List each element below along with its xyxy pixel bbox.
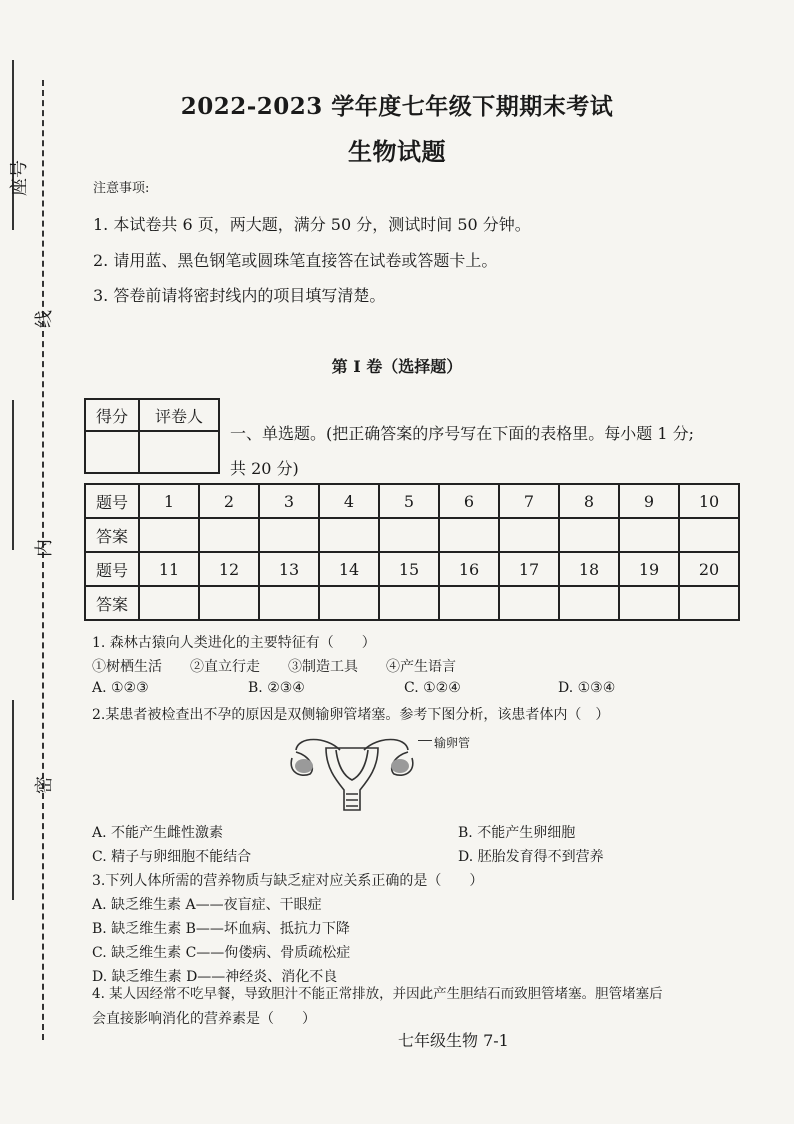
question-4-stem-cont: 会直接影响消化的营养素是（ ）	[92, 1011, 316, 1027]
answer-cell[interactable]	[439, 586, 499, 620]
question-1-items: ①树栖生活 ②直立行走 ③制造工具 ④产生语言	[92, 659, 456, 675]
q-number: 19	[619, 552, 679, 586]
q-number: 3	[259, 484, 319, 518]
q2-option-d: D. 胚胎发育得不到营养	[458, 849, 604, 865]
answer-cell[interactable]	[559, 586, 619, 620]
q-number: 1	[139, 484, 199, 518]
answer-cell[interactable]	[379, 586, 439, 620]
part-title: 第 Ⅰ 卷（选择题）	[331, 357, 463, 376]
score-table	[84, 398, 220, 474]
answer-cell[interactable]	[259, 586, 319, 620]
q3-option-b: B. 缺乏维生素 B——坏血病、抵抗力下降	[92, 921, 350, 937]
answer-cell[interactable]	[499, 518, 559, 552]
q-number: 11	[139, 552, 199, 586]
page-footer: 七年级生物 7-1	[398, 1031, 509, 1050]
seat-label: 座号	[9, 160, 30, 196]
q2-option-b: B. 不能产生卵细胞	[458, 825, 576, 841]
binding-dashed-line	[42, 80, 44, 1040]
answer-cell[interactable]	[679, 518, 739, 552]
q-number: 7	[499, 484, 559, 518]
score-label: 得分	[85, 399, 139, 431]
binding-solid-line	[12, 400, 14, 550]
q-number: 14	[319, 552, 379, 586]
answer-cell[interactable]	[259, 518, 319, 552]
figure-label-oviduct: 输卵管	[434, 736, 471, 750]
q-number: 2	[199, 484, 259, 518]
answer-cell[interactable]	[679, 586, 739, 620]
a-label: 答案	[85, 518, 139, 552]
exam-subtitle: 生物试题	[348, 137, 446, 166]
question-1-stem: 1. 森林古猿向人类进化的主要特征有（ ）	[92, 635, 376, 651]
q-number: 12	[199, 552, 259, 586]
q1-option-a: A. ①②③	[92, 680, 149, 696]
q2-option-a: A. 不能产生雌性激素	[92, 825, 224, 841]
q-number: 18	[559, 552, 619, 586]
answer-cell[interactable]	[619, 518, 679, 552]
question-number-row	[85, 552, 739, 586]
q1-option-c: C. ①②④	[404, 680, 461, 696]
binding-line-char: 线	[34, 310, 55, 328]
binding-solid-line	[12, 700, 14, 900]
answer-cell[interactable]	[319, 586, 379, 620]
answer-row	[85, 518, 739, 552]
binding-inner-char: 内	[34, 539, 55, 557]
question-number-row	[85, 484, 739, 518]
q-number: 15	[379, 552, 439, 586]
question-4-stem: 4. 某人因经常不吃早餐，导致胆汁不能正常排放，并因此产生胆结石而致胆管堵塞。胆管堵塞后	[92, 986, 663, 1002]
q-number: 9	[619, 484, 679, 518]
answer-cell[interactable]	[139, 586, 199, 620]
notice-item: 1. 本试卷共 6 页，两大题，满分 50 分，测试时间 50 分钟。	[93, 215, 531, 234]
binding-seal-char: 密	[34, 776, 55, 794]
grader-cell[interactable]	[139, 431, 219, 473]
answer-cell[interactable]	[619, 586, 679, 620]
q-number: 6	[439, 484, 499, 518]
q-number: 13	[259, 552, 319, 586]
q-number: 4	[319, 484, 379, 518]
notice-item: 3. 答卷前请将密封线内的项目填写清楚。	[93, 286, 386, 305]
answer-row	[85, 586, 739, 620]
answer-cell[interactable]	[559, 518, 619, 552]
section-heading: 一、单选题。(把正确答案的序号写在下面的表格里。每小题 1 分;	[230, 424, 694, 443]
answer-cell[interactable]	[499, 586, 559, 620]
answer-cell[interactable]	[379, 518, 439, 552]
answer-cell[interactable]	[439, 518, 499, 552]
q-label: 题号	[85, 552, 139, 586]
exam-title: 2022-2023 学年度七年级下期期末考试	[180, 93, 614, 120]
answer-cell[interactable]	[199, 518, 259, 552]
q1-option-b: B. ②③④	[248, 680, 305, 696]
answer-cell[interactable]	[319, 518, 379, 552]
uterus-diagram	[286, 728, 418, 818]
q-number: 10	[679, 484, 739, 518]
answer-cell[interactable]	[139, 518, 199, 552]
q-number: 20	[679, 552, 739, 586]
q3-option-a: A. 缺乏维生素 A——夜盲症、干眼症	[92, 897, 322, 913]
q3-option-d: D. 缺乏维生素 D——神经炎、消化不良	[92, 969, 338, 985]
question-3-stem: 3.下列人体所需的营养物质与缺乏症对应关系正确的是（ ）	[92, 873, 484, 889]
q3-option-c: C. 缺乏维生素 C——佝偻病、骨质疏松症	[92, 945, 351, 961]
question-2-stem: 2.某患者被检查出不孕的原因是双侧输卵管堵塞。参考下图分析，该患者体内（ ）	[92, 707, 610, 723]
answer-cell[interactable]	[199, 586, 259, 620]
section-heading-cont: 共 20 分)	[230, 459, 299, 478]
q-number: 17	[499, 552, 559, 586]
score-cell[interactable]	[85, 431, 139, 473]
q1-option-d: D. ①③④	[558, 680, 616, 696]
q-number: 8	[559, 484, 619, 518]
notice-heading: 注意事项:	[93, 181, 150, 196]
answer-table	[84, 483, 740, 621]
q2-option-c: C. 精子与卵细胞不能结合	[92, 849, 252, 865]
q-number: 5	[379, 484, 439, 518]
grader-label: 评卷人	[139, 399, 219, 431]
a-label: 答案	[85, 586, 139, 620]
notice-item: 2. 请用蓝、黑色钢笔或圆珠笔直接答在试卷或答题卡上。	[93, 251, 498, 270]
q-number: 16	[439, 552, 499, 586]
q-label: 题号	[85, 484, 139, 518]
